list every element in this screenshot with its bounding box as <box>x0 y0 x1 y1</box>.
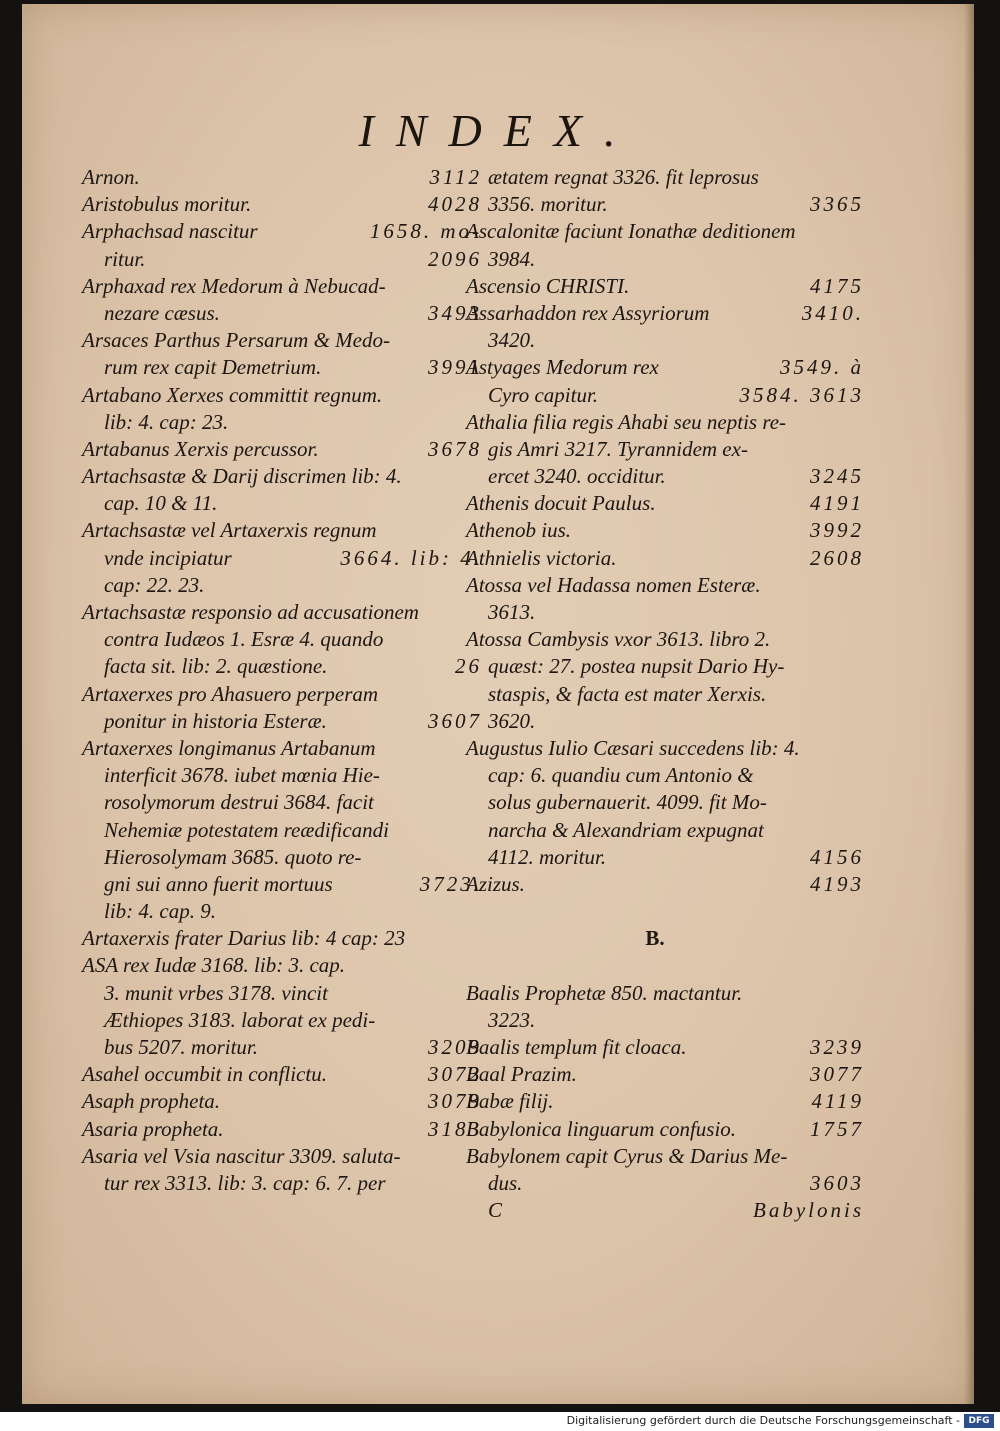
entry-text: Atossa vel Hadassa nomen Esteræ. <box>466 572 761 597</box>
index-entry <box>82 490 482 517</box>
entry-text: 3620. <box>488 708 536 733</box>
entry-number: 26 <box>455 654 482 679</box>
entry-text: interficit 3678. iubet mœnia Hie- <box>104 763 380 788</box>
entry-text: quæst: 27. postea nupsit Dario Hy- <box>488 654 785 679</box>
entry-text: Artachsastæ vel Artaxerxis regnum <box>82 518 377 543</box>
index-entry <box>466 1007 864 1034</box>
index-entry <box>466 789 864 816</box>
entry-text: narcha & Alexandriam expugnat <box>488 817 764 842</box>
entry-text: cap: 6. quandiu cum Antonio & <box>488 763 754 788</box>
index-entry <box>466 980 864 1007</box>
entry-text: ponitur in historia Esteræ. <box>104 708 327 733</box>
index-entry <box>82 300 482 327</box>
entry-number: 3239 <box>810 1035 864 1059</box>
entry-text: Ascalonitæ faciunt Ionathæ deditionem <box>466 219 796 244</box>
entry-text: 3. munit vrbes 3178. vincit <box>104 980 328 1005</box>
index-entry <box>466 1088 864 1115</box>
entry-text: ercet 3240. occiditur. <box>488 464 666 489</box>
index-entry <box>82 273 482 300</box>
signature-catchword-line <box>466 1197 864 1224</box>
entry-number: 3992 <box>810 518 864 543</box>
index-entry <box>466 871 864 898</box>
entry-text: vnde incipiatur <box>104 545 232 570</box>
entry-number: 3723. <box>419 871 482 896</box>
index-entry <box>466 300 864 327</box>
entry-number: 3410. <box>801 300 864 325</box>
spacer <box>466 952 864 979</box>
index-entry <box>466 218 864 245</box>
index-entry <box>82 708 482 735</box>
entry-text: Babæ filij. <box>466 1089 554 1114</box>
index-column-left <box>82 164 482 1197</box>
index-entry <box>466 382 864 409</box>
entry-number: 2608 <box>810 545 864 570</box>
entry-text: Athenis docuit Paulus. <box>466 491 656 516</box>
entry-number: 3607 <box>428 708 482 733</box>
index-entry <box>82 1170 482 1197</box>
entry-text: Assarhaddon rex Assyriorum <box>466 300 710 325</box>
index-entry <box>82 980 482 1007</box>
entry-text: lib: 4. cap. 9. <box>104 899 216 924</box>
index-entry <box>82 844 482 871</box>
entry-text: Athalia filia regis Ahabi seu neptis re- <box>466 409 787 434</box>
index-entry <box>82 1088 482 1115</box>
entry-number: 1658. mo- <box>369 219 482 244</box>
entry-text: Baalis Prophetæ 850. mactantur. <box>466 980 743 1005</box>
entry-number: 3678 <box>428 436 482 461</box>
entry-text: Athenob ius. <box>466 518 571 543</box>
entry-text: 3356. moritur. <box>488 192 608 217</box>
entry-number: 3493 <box>428 300 482 325</box>
entry-text: Augustus Iulio Cæsari succedens lib: 4. <box>466 735 800 760</box>
entry-text: 4112. moritur. <box>488 844 607 869</box>
entry-number: 4156 <box>810 844 864 869</box>
index-entry <box>466 599 864 626</box>
entry-number: 3209 <box>428 1035 482 1059</box>
index-entry <box>82 1143 482 1170</box>
index-entry <box>82 191 482 218</box>
entry-number: 4191 <box>810 491 864 516</box>
entry-text: Artabano Xerxes committit regnum. <box>82 382 383 407</box>
entry-text: rosolymorum destrui 3684. facit <box>104 790 374 815</box>
index-entry <box>466 517 864 544</box>
index-entry <box>82 409 482 436</box>
index-entry <box>82 952 482 979</box>
index-entry <box>82 327 482 354</box>
index-entry <box>82 382 482 409</box>
entry-text: Asaria vel Vsia nascitur 3309. saluta- <box>82 1143 401 1168</box>
entry-number: 4028 <box>428 192 482 217</box>
index-entry <box>82 599 482 626</box>
index-entry <box>466 409 864 436</box>
index-entry <box>82 164 482 191</box>
index-entry <box>82 218 482 245</box>
page-title: INDEX. <box>358 105 638 156</box>
entry-text: Ascensio CHRISTI. <box>466 273 630 298</box>
index-entry <box>82 735 482 762</box>
index-entry <box>466 463 864 490</box>
entry-number: 4193 <box>810 871 864 896</box>
entry-text: Hierosolymam 3685. quoto re- <box>104 844 362 869</box>
dfg-logo-icon: DFG <box>964 1414 994 1428</box>
entry-text: gni sui anno fuerit mortuus <box>104 871 333 896</box>
index-entry <box>466 844 864 871</box>
index-entry <box>82 246 482 273</box>
entry-text: facta sit. lib: 2. quæstione. <box>104 654 328 679</box>
entry-text: 3420. <box>488 328 536 353</box>
entry-text: nezare cæsus. <box>104 300 220 325</box>
entry-number: 3584. 3613 <box>739 382 864 407</box>
entry-number: 3112 <box>429 165 482 189</box>
entry-text: Azizus. <box>466 871 525 896</box>
index-entry <box>466 681 864 708</box>
entry-text: cap. 10 & 11. <box>104 491 218 516</box>
entry-number: 3991 <box>428 355 482 380</box>
entry-text: 3223. <box>488 1007 536 1032</box>
index-entry <box>82 354 482 381</box>
footer-bar <box>0 1412 1000 1431</box>
entry-number: 2096 <box>428 246 482 271</box>
entry-number: 3664. lib: 4. <box>340 545 482 570</box>
index-entry <box>466 327 864 354</box>
index-entry <box>466 708 864 735</box>
index-entry <box>82 681 482 708</box>
index-entry <box>466 436 864 463</box>
index-entry <box>466 273 864 300</box>
entry-text: Æthiopes 3183. laborat ex pedi- <box>104 1007 376 1032</box>
entry-text: Artaxerxes pro Ahasuero perperam <box>82 681 379 706</box>
index-column-right <box>466 164 864 1224</box>
entry-text: Artabanus Xerxis percussor. <box>82 436 319 461</box>
index-entry <box>466 354 864 381</box>
index-entry <box>82 898 482 925</box>
index-entry <box>82 626 482 653</box>
index-entry <box>82 653 482 680</box>
index-entry <box>82 436 482 463</box>
entry-text: rum rex capit Demetrium. <box>104 355 322 380</box>
entry-text: Artaxerxis frater Darius lib: 4 cap: 23 <box>82 926 406 951</box>
entry-number: 1757 <box>810 1116 864 1141</box>
entry-number: 3365 <box>810 192 864 217</box>
index-entry <box>466 735 864 762</box>
entry-text: Nehemiæ potestatem reædificandi <box>104 817 390 842</box>
entry-text: ASA rex Iudæ 3168. lib: 3. cap. <box>82 953 346 978</box>
entry-number: 3077 <box>810 1062 864 1087</box>
index-entry <box>82 762 482 789</box>
index-entry <box>466 1116 864 1143</box>
entry-number: 3183 <box>428 1116 482 1141</box>
index-entry <box>466 626 864 653</box>
entry-text: Babylonem capit Cyrus & Darius Me- <box>466 1143 788 1168</box>
entry-text: Babylonica linguarum confusio. <box>466 1116 737 1141</box>
entry-text: Asaph propheta. <box>82 1089 221 1114</box>
catchword: Babylonis <box>753 1198 864 1223</box>
index-entry <box>466 762 864 789</box>
index-entry <box>82 1116 482 1143</box>
entry-text: ritur. <box>104 246 146 271</box>
book-page <box>22 4 974 1404</box>
entry-text: Aristobulus moritur. <box>82 192 252 217</box>
entry-text: Astyages Medorum rex <box>466 355 659 380</box>
entry-text: 3613. <box>488 600 536 624</box>
entry-text: tur rex 3313. lib: 3. cap: 6. 7. per <box>104 1170 386 1195</box>
signature-mark: C <box>488 1198 503 1223</box>
entry-text: lib: 4. cap: 23. <box>104 409 229 434</box>
index-entry <box>466 1034 864 1061</box>
spacer <box>466 898 864 925</box>
section-heading: B. <box>645 926 665 951</box>
entry-text: Athnielis victoria. <box>466 545 617 570</box>
index-entry <box>466 545 864 572</box>
entry-text: Arsaces Parthus Persarum & Medo- <box>82 328 390 353</box>
index-entry <box>466 164 864 191</box>
entry-text: Artaxerxes longimanus Artabanum <box>82 735 376 760</box>
index-entry <box>82 789 482 816</box>
entry-text: Asahel occumbit in conflictu. <box>82 1062 327 1087</box>
entry-text: Atossa Cambysis vxor 3613. libro 2. <box>466 627 771 652</box>
entry-text: Artachsastæ responsio ad accusationem <box>82 600 419 624</box>
index-entry <box>466 1170 864 1197</box>
entry-text: solus gubernauerit. 4099. fit Mo- <box>488 790 767 815</box>
index-entry <box>82 871 482 898</box>
entry-text: contra Iudæos 1. Esræ 4. quando <box>104 627 384 652</box>
index-entry <box>82 572 482 599</box>
entry-text: staspis, & facta est mater Xerxis. <box>488 681 767 706</box>
index-entry <box>82 517 482 544</box>
entry-text: ætatem regnat 3326. fit leprosus <box>488 165 759 189</box>
index-entry <box>82 545 482 572</box>
index-entry <box>82 817 482 844</box>
index-entry <box>466 191 864 218</box>
entry-text: 3984. <box>488 246 536 271</box>
entry-text: Cyro capitur. <box>488 382 599 407</box>
index-entry <box>82 1007 482 1034</box>
entry-text: bus 5207. moritur. <box>104 1035 259 1059</box>
entry-number: 3549. à <box>780 355 864 380</box>
index-entry <box>466 490 864 517</box>
entry-number: 3245 <box>810 464 864 489</box>
entry-text: Arphachsad nascitur <box>82 219 258 244</box>
index-entry <box>82 1061 482 1088</box>
entry-text: Arnon. <box>82 165 140 189</box>
entry-text: Arphaxad rex Medorum à Nebucad- <box>82 273 386 298</box>
entry-number: 4175 <box>810 273 864 298</box>
page-shadow <box>964 4 974 1404</box>
index-entry <box>82 925 482 952</box>
index-entry <box>82 1034 482 1061</box>
entry-text: cap: 22. 23. <box>104 572 205 597</box>
index-entry <box>466 572 864 599</box>
entry-text: Asaria propheta. <box>82 1116 224 1141</box>
entry-number: 3603 <box>810 1170 864 1195</box>
index-entry <box>466 1143 864 1170</box>
entry-number: 3072 <box>428 1062 482 1087</box>
index-entry <box>466 246 864 273</box>
index-entry <box>466 1061 864 1088</box>
entry-text: gis Amri 3217. Tyrannidem ex- <box>488 436 748 461</box>
index-entry <box>466 653 864 680</box>
funding-credit: Digitalisierung gefördert durch die Deutsche Forschungsgemeinschaft - <box>566 1414 960 1427</box>
entry-text: Baal Prazim. <box>466 1062 577 1087</box>
entry-text: Artachsastæ & Darij discrimen lib: 4. <box>82 464 402 489</box>
index-entry <box>82 463 482 490</box>
entry-number: 3079 <box>428 1089 482 1114</box>
entry-text: dus. <box>488 1170 523 1195</box>
entry-number: 4119 <box>811 1089 864 1114</box>
entry-text: Baalis templum fit cloaca. <box>466 1035 687 1059</box>
index-entry <box>466 817 864 844</box>
